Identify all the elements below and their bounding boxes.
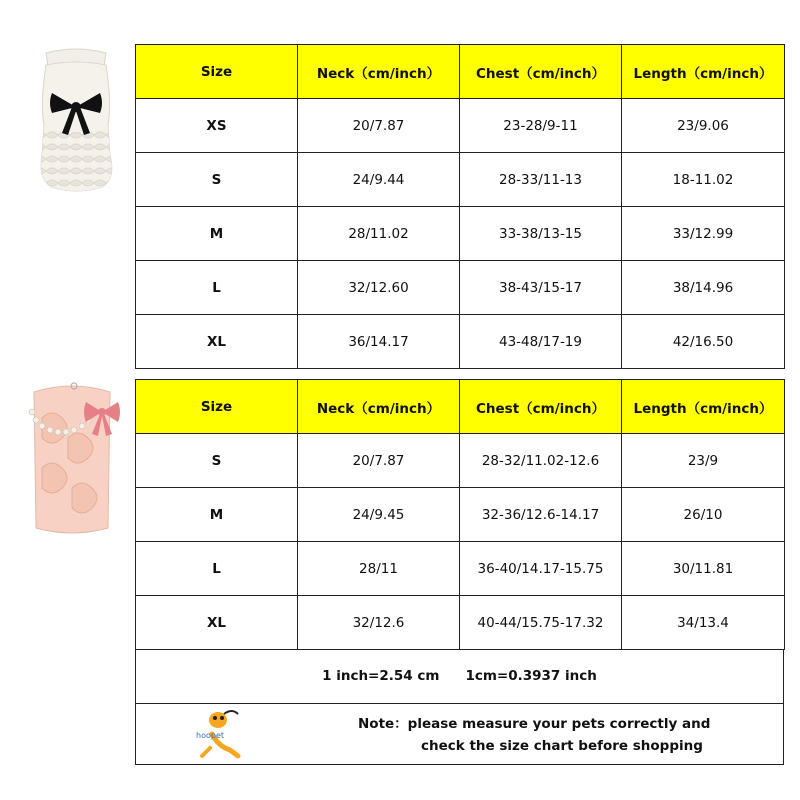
size-cell: XS (136, 99, 298, 153)
table-header-row (136, 45, 785, 99)
length-cell: 18-11.02 (622, 153, 785, 207)
chest-cell: 33-38/13-15 (460, 207, 622, 261)
hoopet-logo-icon (194, 708, 250, 760)
table-row (136, 542, 785, 596)
header-size: Size (136, 45, 298, 99)
length-cell: 30/11.81 (622, 542, 785, 596)
neck-cell: 20/7.87 (298, 434, 460, 488)
inch-to-cm-text: 1 inch=2.54 cm (322, 668, 440, 684)
table-row (136, 207, 785, 261)
length-cell: 23/9.06 (622, 99, 785, 153)
chest-cell: 23-28/9-11 (460, 99, 622, 153)
header-length: Length（cm/inch） (622, 45, 785, 99)
size-cell: L (136, 261, 298, 315)
table-row (136, 596, 785, 650)
unit-conversion (135, 649, 784, 704)
note-line-1: Note：please measure your pets correctly and (358, 716, 711, 732)
chest-cell: 40-44/15.75-17.32 (460, 596, 622, 650)
table-row (136, 434, 785, 488)
table-row (136, 153, 785, 207)
table-row (136, 488, 785, 542)
logo-text: hoopet (196, 731, 224, 740)
size-table-pink-vest (135, 379, 785, 650)
pink-fur-dog-vest-pink-bow-icon (12, 378, 130, 536)
size-cell: M (136, 488, 298, 542)
length-cell: 42/16.50 (622, 315, 785, 369)
white-dog-vest-black-bow-icon (22, 45, 130, 195)
size-cell: XL (136, 315, 298, 369)
length-cell: 38/14.96 (622, 261, 785, 315)
header-size: Size (136, 380, 298, 434)
length-cell: 23/9 (622, 434, 785, 488)
length-cell: 33/12.99 (622, 207, 785, 261)
neck-cell: 32/12.6 (298, 596, 460, 650)
header-chest: Chest（cm/inch） (460, 380, 622, 434)
neck-cell: 20/7.87 (298, 99, 460, 153)
length-cell: 34/13.4 (622, 596, 785, 650)
table-row (136, 315, 785, 369)
size-cell: XL (136, 596, 298, 650)
chest-cell: 28-32/11.02-12.6 (460, 434, 622, 488)
chest-cell: 43-48/17-19 (460, 315, 622, 369)
size-cell: S (136, 434, 298, 488)
size-cell: M (136, 207, 298, 261)
chest-cell: 38-43/15-17 (460, 261, 622, 315)
header-chest: Chest（cm/inch） (460, 45, 622, 99)
neck-cell: 36/14.17 (298, 315, 460, 369)
table-row (136, 99, 785, 153)
measurement-note (135, 704, 784, 765)
neck-cell: 32/12.60 (298, 261, 460, 315)
chest-cell: 32-36/12.6-14.17 (460, 488, 622, 542)
neck-cell: 24/9.44 (298, 153, 460, 207)
neck-cell: 24/9.45 (298, 488, 460, 542)
chest-cell: 36-40/14.17-15.75 (460, 542, 622, 596)
size-table-white-vest (135, 44, 785, 369)
neck-cell: 28/11 (298, 542, 460, 596)
cm-to-inch-text: 1cm=0.3937 inch (465, 668, 597, 684)
header-neck: Neck（cm/inch） (298, 380, 460, 434)
note-line-2: check the size chart before shopping (421, 738, 703, 754)
header-length: Length（cm/inch） (622, 380, 785, 434)
length-cell: 26/10 (622, 488, 785, 542)
size-cell: L (136, 542, 298, 596)
header-neck: Neck（cm/inch） (298, 45, 460, 99)
neck-cell: 28/11.02 (298, 207, 460, 261)
size-cell: S (136, 153, 298, 207)
table-header-row (136, 380, 785, 434)
table-row (136, 261, 785, 315)
chest-cell: 28-33/11-13 (460, 153, 622, 207)
